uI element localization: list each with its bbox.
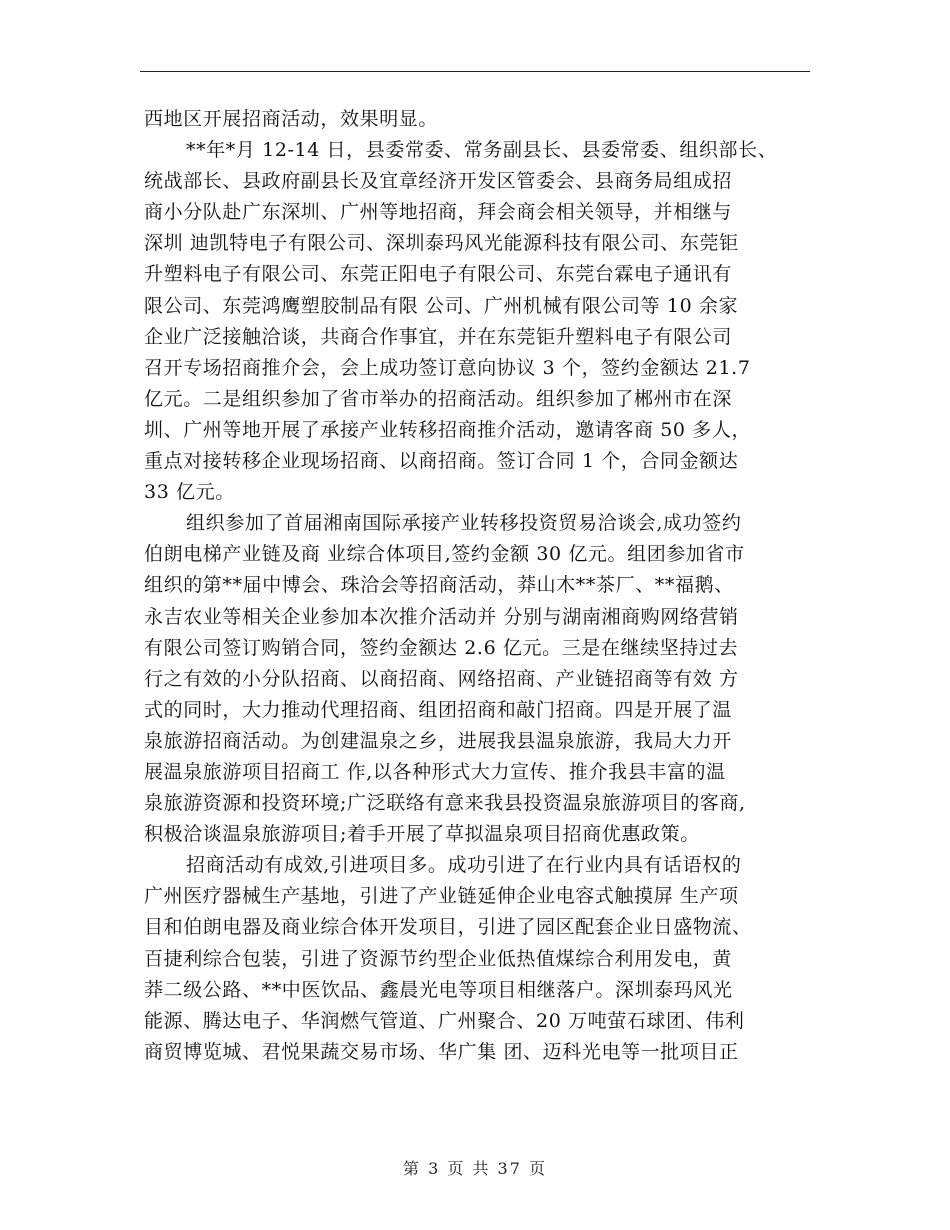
text-line: 伯朗电梯产业链及商 业综合体项目,签约金额 30 亿元。组团参加省市 [144, 543, 745, 566]
text-line: 目和伯朗电器及商业综合体开发项目，引进了园区配套企业日盛物流、 [144, 916, 752, 939]
text-line: 莽二级公路、**中医饮品、鑫晨光电等项目相继落户。深圳泰玛风光 [144, 978, 733, 1001]
text-line: 式的同时，大力推动代理招商、组团招商和敲门招商。四是开展了温 [144, 698, 733, 721]
text-line: 有限公司签订购销合同，签约金额达 2.6 亿元。三是在继续坚持过去 [144, 636, 739, 659]
text-line: 能源、腾达电子、华润燃气管道、广州聚合、20 万吨萤石球团、伟利 [144, 1009, 745, 1032]
text-line: 百捷利综合包装，引进了资源节约型企业低热值煤综合利用发电，黄 [144, 947, 733, 970]
text-line: 限公司、东莞鸿鹰塑胶制品有限 公司、广州机械有限公司等 10 余家 [144, 294, 739, 317]
text-line: 33 亿元。 [144, 481, 235, 504]
document-body [144, 104, 816, 1068]
text-line: 积极洽谈温泉旅游项目;着手开展了草拟温泉项目招商优惠政策。 [144, 823, 700, 846]
text-line: 泉旅游资源和投资环境;广泛联络有意来我县投资温泉旅游项目的客商, [144, 792, 746, 815]
text-line: 泉旅游招商活动。为创建温泉之乡，进展我县温泉旅游，我局大力开 [144, 729, 733, 752]
text-line: 行之有效的小分队招商、以商招商、网络招商、产业链招商等有效 方 [144, 667, 739, 690]
text-line: 重点对接转移企业现场招商、以商招商。签订合同 1 个，合同金额达 [144, 450, 739, 473]
text-line: 商贸博览城、君悦果蔬交易市场、华广集 团、迈科光电等一批项目正 [144, 1040, 739, 1063]
text-line: **年*月 12-14 日，县委常委、常务副县长、县委常委、组织部长、 [186, 139, 778, 162]
text-line: 永吉农业等相关企业参加本次推介活动并 分别与湖南湘商购网络营销 [144, 605, 739, 628]
text-line: 展温泉旅游项目招商工 作,以各种形式大力宣传、推介我县丰富的温 [144, 760, 726, 783]
text-line: 西地区开展招商活动，效果明显。 [144, 108, 439, 130]
text-line: 统战部长、县政府副县长及宜章经济开发区管委会、县商务局组成招 [144, 170, 733, 193]
text-line: 圳、广州等地开展了承接产业转移招商推介活动，邀请客商 50 多人， [144, 418, 752, 441]
text-line: 组织的第**届中博会、珠洽会等招商活动，莽山木**茶厂、**福鹅、 [144, 574, 734, 597]
text-line: 深圳 迪凯特电子有限公司、深圳泰玛风光能源科技有限公司、东莞钜 [144, 232, 739, 255]
page-number: 第 3 页 共 37 页 [403, 1159, 547, 1178]
text-line: 招商活动有成效,引进项目多。成功引进了在行业内具有话语权的 [186, 854, 742, 877]
text-line: 广州医疗器械生产基地，引进了产业链延伸企业电容式触摸屏 生产项 [144, 885, 739, 908]
text-line: 企业广泛接触洽谈，共商合作事宜，并在东莞钜升塑料电子有限公司 [144, 325, 733, 348]
text-line: 组织参加了首届湘南国际承接产业转移投资贸易洽谈会,成功签约 [186, 512, 742, 535]
text-line: 商小分队赴广东深圳、广州等地招商，拜会商会相关领导，并相继与 [144, 201, 733, 224]
text-line: 召开专场招商推介会，会上成功签订意向协议 3 个，签约金额达 21.7 [144, 356, 751, 379]
header-rule [140, 71, 810, 72]
text-line: 亿元。二是组织参加了省市举办的招商活动。组织参加了郴州市在深 [144, 387, 733, 410]
text-line: 升塑料电子有限公司、东莞正阳电子有限公司、东莞台霖电子通讯有 [144, 263, 733, 286]
